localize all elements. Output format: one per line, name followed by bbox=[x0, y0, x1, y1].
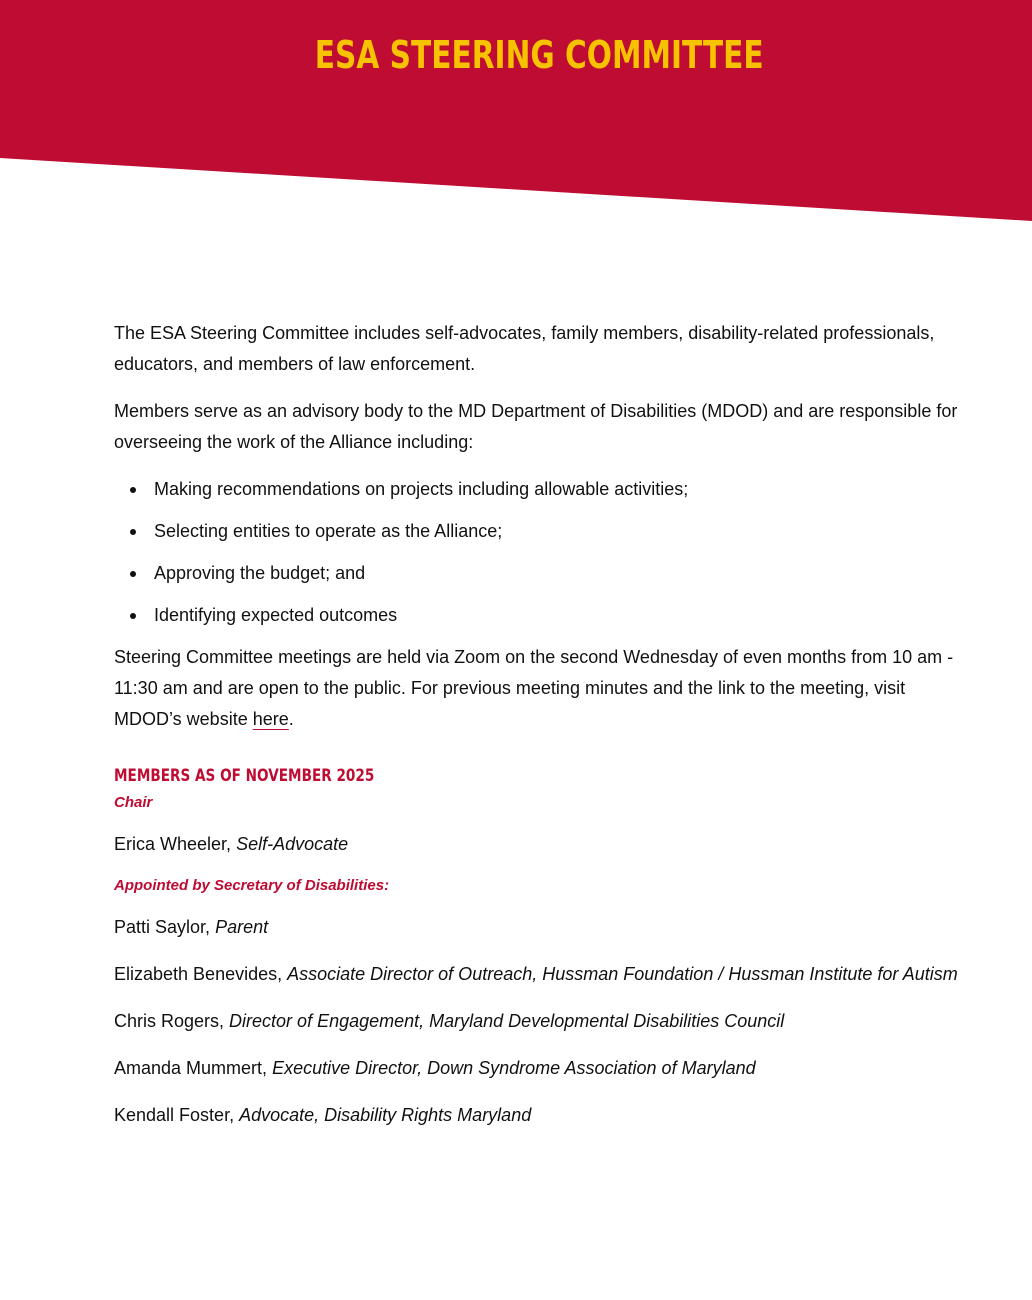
meetings-text-end: . bbox=[288, 709, 294, 729]
meetings-paragraph bbox=[114, 642, 964, 735]
list-item bbox=[114, 600, 964, 631]
member-role: Parent bbox=[215, 917, 269, 937]
intro-paragraph-1: The ESA Steering Committee includes self-advocates, family members, disability-related professionals, educators, and members of law enforcement. bbox=[114, 323, 935, 374]
member-role: Self-Advocate bbox=[236, 834, 349, 854]
member-name: Amanda Mummert, bbox=[114, 1058, 268, 1078]
appointed-label: Appointed by Secretary of Disabilities: bbox=[114, 877, 390, 894]
list-item-text: Selecting entities to operate as the Alliance; bbox=[154, 521, 503, 541]
intro-paragraph-2: Members serve as an advisory body to the MD Department of Disabilities (MDOD) and are responsible for overseeing the work of the Alliance including: bbox=[114, 401, 958, 452]
member-row bbox=[114, 959, 964, 990]
member-name: Erica Wheeler, bbox=[114, 834, 232, 854]
bullet-icon bbox=[130, 613, 136, 619]
chair-label: Chair bbox=[114, 794, 153, 811]
list-item bbox=[114, 474, 964, 505]
member-row bbox=[114, 912, 964, 943]
list-item bbox=[114, 558, 964, 589]
mdod-website-link[interactable]: here bbox=[252, 709, 289, 729]
bullet-icon bbox=[130, 487, 136, 493]
member-role: Director of Engagement, Maryland Developmental Disabilities Council bbox=[229, 1011, 785, 1031]
bullet-icon bbox=[130, 571, 136, 577]
member-role: Executive Director, Down Syndrome Association of Maryland bbox=[272, 1058, 756, 1078]
page-title: ESA STEERING COMMITTEE bbox=[314, 33, 764, 77]
member-name: Chris Rogers, bbox=[114, 1011, 225, 1031]
member-row bbox=[114, 1006, 964, 1037]
member-role: Associate Director of Outreach, Hussman Foundation / Hussman Institute for Autism bbox=[287, 964, 958, 984]
members-heading: MEMBERS AS OF NOVEMBER 2025 bbox=[114, 766, 375, 786]
meetings-text: Steering Committee meetings are held via Zoom on the second Wednesday of even months from 10 am - 11:30 am and are open to the public. For previous meeting minutes and the link to the meeting, visit MDOD’s website bbox=[114, 647, 954, 729]
member-name: Patti Saylor, bbox=[114, 917, 211, 937]
member-name: Elizabeth Benevides, bbox=[114, 964, 283, 984]
member-row bbox=[114, 1053, 964, 1084]
bullet-icon bbox=[130, 529, 136, 535]
main-content bbox=[114, 318, 964, 1147]
member-name: Kendall Foster, bbox=[114, 1105, 235, 1125]
list-item-text: Approving the budget; and bbox=[154, 563, 366, 583]
list-item-text: Making recommendations on projects including allowable activities; bbox=[154, 479, 689, 499]
list-item-text: Identifying expected outcomes bbox=[154, 605, 398, 625]
member-row bbox=[114, 829, 964, 860]
responsibilities-list bbox=[114, 474, 964, 631]
member-role: Advocate, Disability Rights Maryland bbox=[239, 1105, 532, 1125]
member-row bbox=[114, 1100, 964, 1131]
list-item bbox=[114, 516, 964, 547]
